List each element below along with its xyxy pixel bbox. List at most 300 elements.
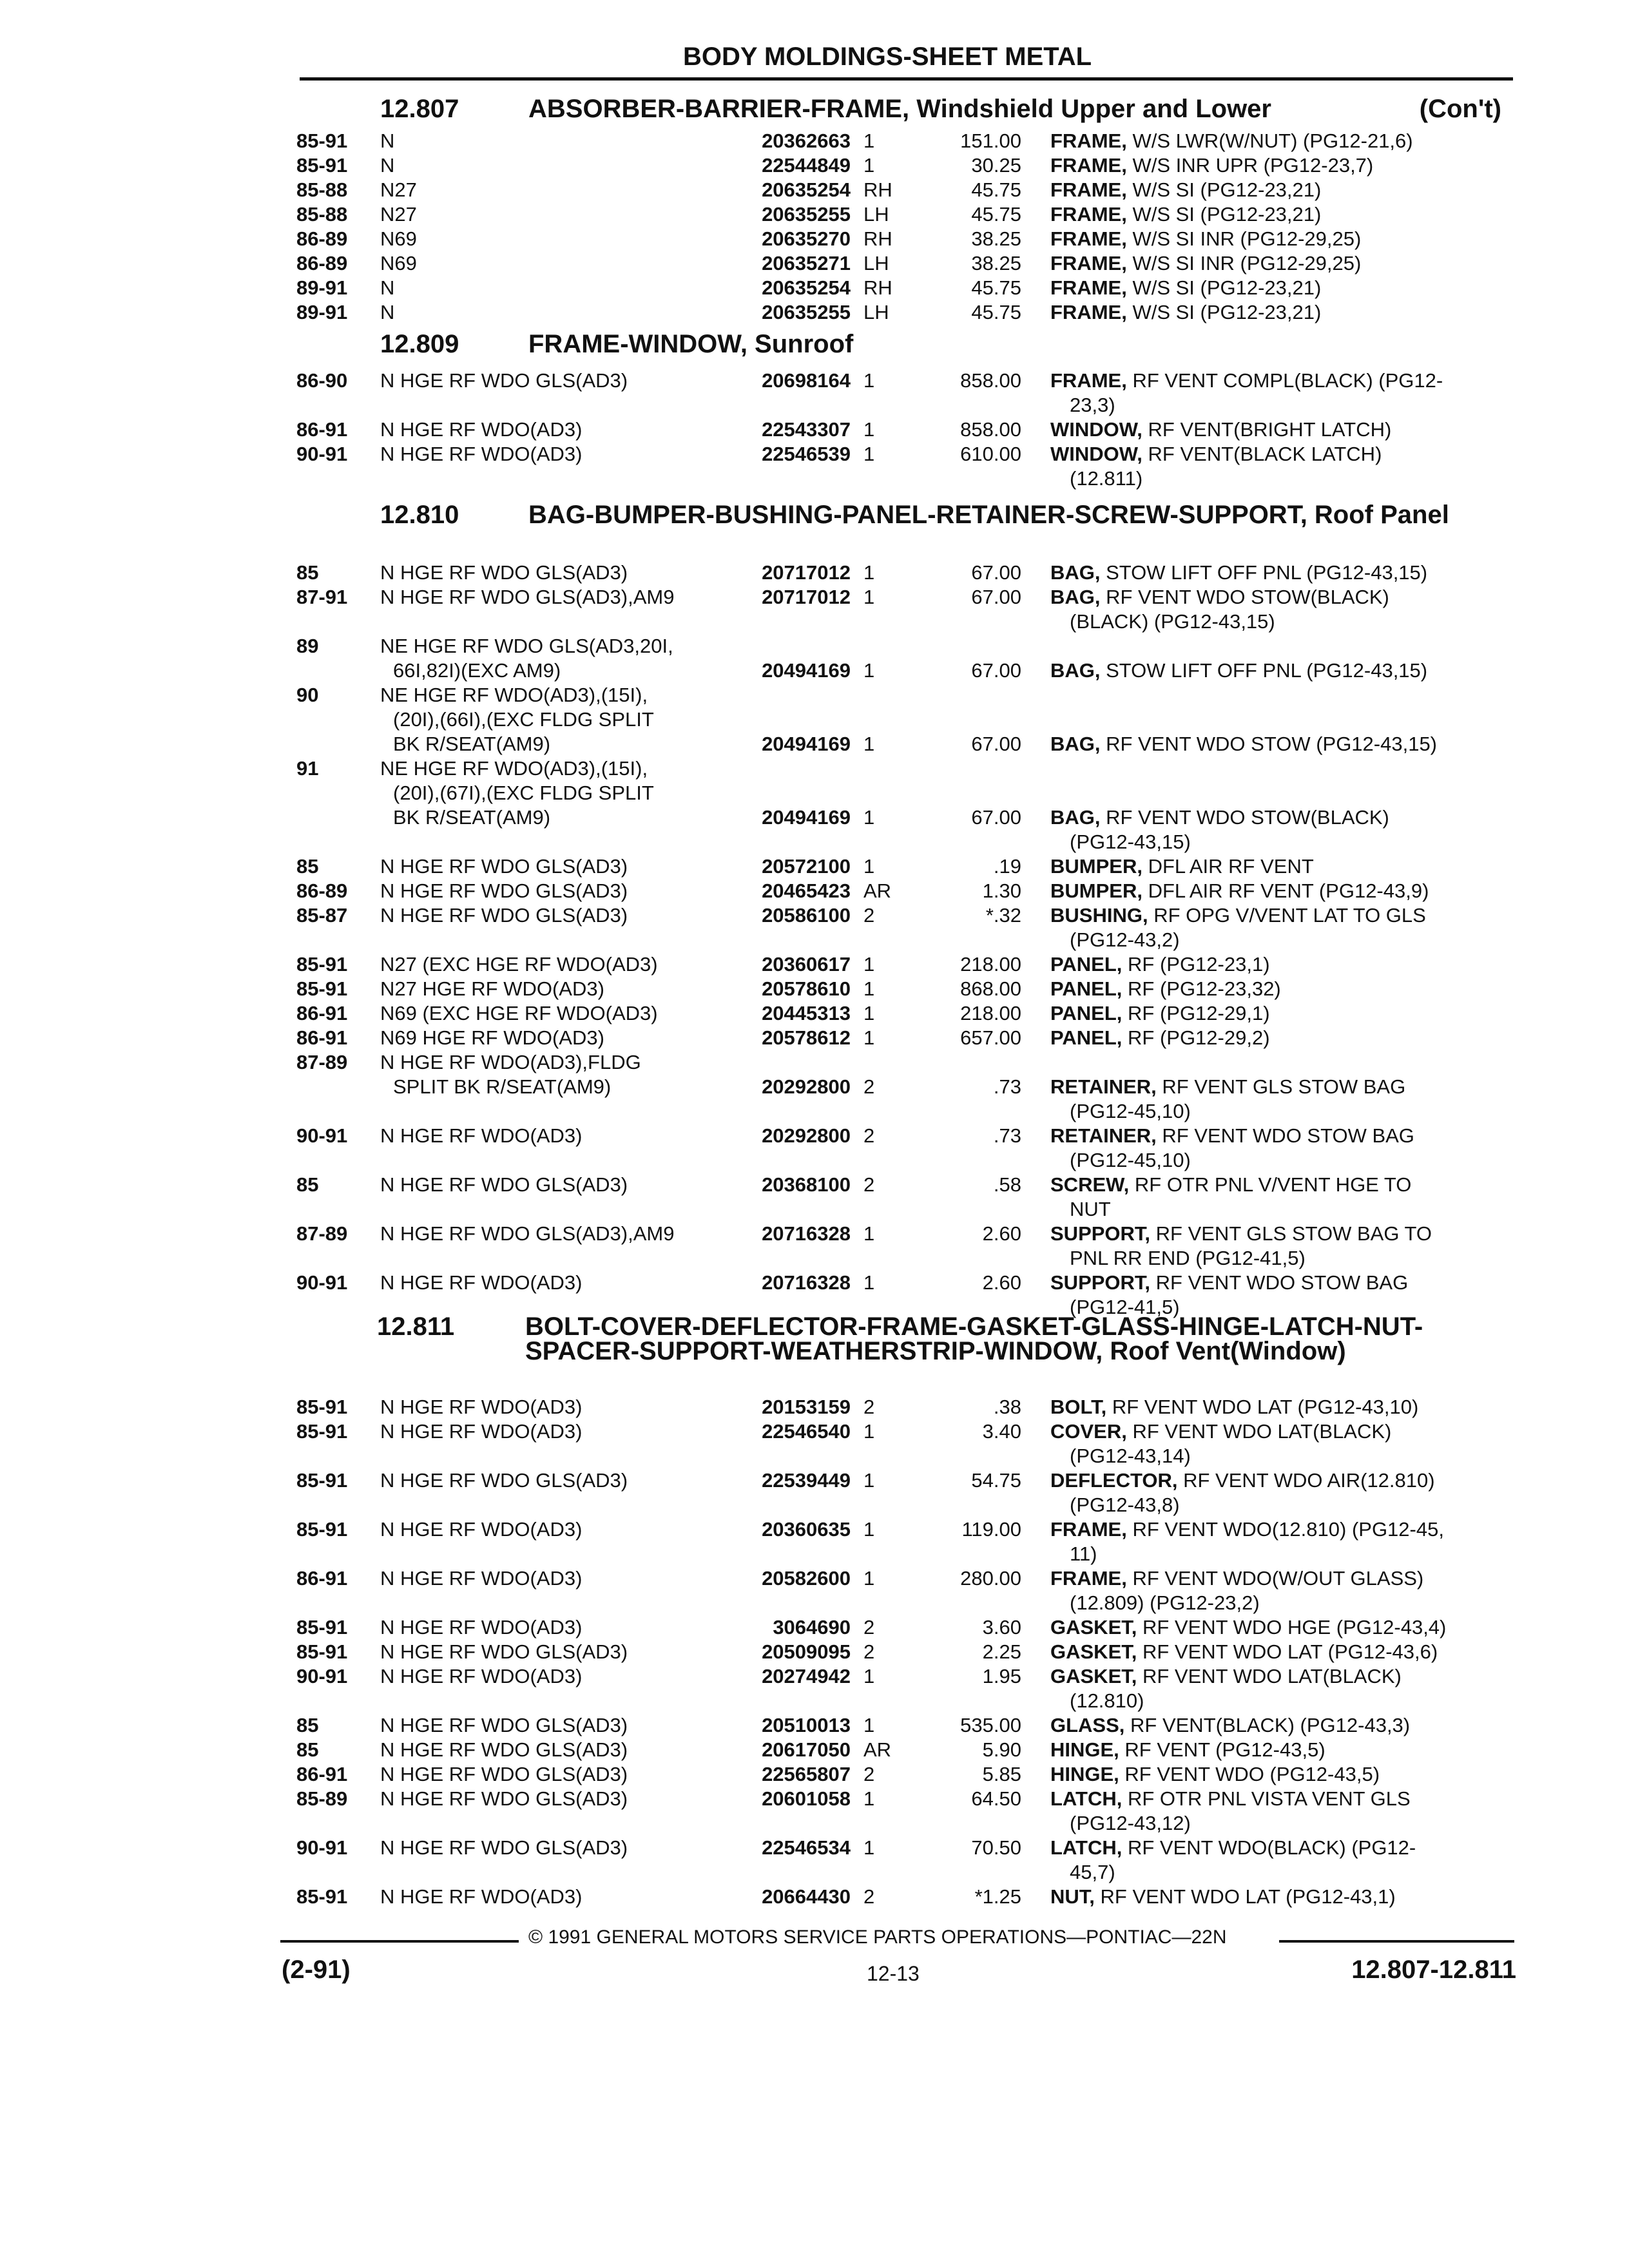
part-detail: W/S INR UPR (PG12-23,7) bbox=[1126, 154, 1374, 177]
part-detail: W/S SI (PG12-23,21) bbox=[1126, 203, 1322, 226]
application-description: N69 bbox=[380, 252, 417, 274]
application-description: N HGE RF WDO(AD3) bbox=[380, 418, 583, 441]
part-name bbox=[1050, 903, 1514, 928]
application-description: (20I),(67I),(EXC FLDG SPLIT bbox=[393, 782, 654, 804]
part-detail: RF VENT (PG12-43,5) bbox=[1119, 1738, 1325, 1761]
part-keyword: BUMPER, bbox=[1050, 855, 1142, 878]
application-description: N HGE RF WDO(AD3) bbox=[380, 1396, 583, 1418]
application-description: N HGE RF WDO(AD3) bbox=[380, 1616, 583, 1639]
model-years: 85-91 bbox=[296, 977, 348, 1000]
application-description: N HGE RF WDO(AD3) bbox=[380, 1124, 583, 1147]
part-detail: RF VENT WDO LAT(BLACK) bbox=[1126, 1420, 1392, 1443]
page-header: BODY MOLDINGS-SHEET METAL bbox=[683, 43, 1092, 71]
table-row bbox=[0, 854, 1629, 879]
part-name bbox=[1050, 585, 1514, 610]
application-description: N HGE RF WDO GLS(AD3) bbox=[380, 1469, 628, 1492]
part-number: 20601058 bbox=[762, 1787, 851, 1810]
table-row bbox=[0, 903, 1629, 952]
part-name bbox=[1050, 442, 1514, 466]
header-rule bbox=[300, 77, 1513, 81]
price: 5.85 bbox=[982, 1763, 1021, 1785]
part-detail: RF OPG V/VENT LAT TO GLS bbox=[1148, 904, 1426, 927]
part-keyword: LATCH, bbox=[1050, 1787, 1123, 1810]
application-description: N HGE RF WDO(AD3) bbox=[380, 1518, 583, 1541]
table-row bbox=[0, 153, 1629, 178]
model-years: 85 bbox=[296, 561, 319, 584]
part-keyword: SCREW, bbox=[1050, 1173, 1130, 1196]
price: 67.00 bbox=[971, 561, 1021, 584]
application-description: SPLIT BK R/SEAT(AM9) bbox=[393, 1075, 612, 1098]
price: 67.00 bbox=[971, 806, 1021, 829]
application-description: N HGE RF WDO GLS(AD3) bbox=[380, 1787, 628, 1810]
quantity: 2 bbox=[863, 1763, 875, 1785]
quantity: 2 bbox=[863, 1885, 875, 1908]
part-keyword: BUSHING, bbox=[1050, 904, 1148, 927]
quantity: 1 bbox=[863, 1420, 875, 1443]
model-years: 85-91 bbox=[296, 130, 348, 152]
part-number: 20578612 bbox=[762, 1026, 851, 1049]
part-number: 20635254 bbox=[762, 276, 851, 299]
quantity: LH bbox=[863, 301, 889, 323]
part-name bbox=[1050, 1026, 1514, 1050]
section-number: 12.810 bbox=[380, 501, 459, 529]
part-detail-continued: (12.811) bbox=[1070, 467, 1143, 490]
part-keyword: FRAME, bbox=[1050, 130, 1127, 152]
part-keyword: BAG, bbox=[1050, 733, 1101, 755]
part-number: 20578610 bbox=[762, 977, 851, 1000]
footer-page-number: 12-13 bbox=[867, 1962, 920, 1985]
application-description: N bbox=[380, 276, 395, 299]
table-row bbox=[0, 1173, 1629, 1222]
part-number: 22544849 bbox=[762, 154, 851, 177]
application-description: BK R/SEAT(AM9) bbox=[393, 806, 551, 829]
application-description: N HGE RF WDO GLS(AD3) bbox=[380, 369, 628, 392]
table-row bbox=[0, 227, 1629, 251]
section-header bbox=[380, 97, 1501, 121]
part-keyword: DEFLECTOR, bbox=[1050, 1469, 1178, 1492]
part-name bbox=[1050, 1173, 1514, 1197]
part-keyword: COVER, bbox=[1050, 1420, 1127, 1443]
model-years: 86-91 bbox=[296, 1026, 348, 1049]
application-description: N69 (EXC HGE RF WDO(AD3) bbox=[380, 1002, 658, 1024]
part-number: 22546539 bbox=[762, 443, 851, 465]
part-name bbox=[1050, 1885, 1514, 1909]
quantity: 2 bbox=[863, 1124, 875, 1147]
part-name bbox=[1050, 1124, 1514, 1148]
table-row bbox=[0, 1713, 1629, 1738]
application-description: N HGE RF WDO(AD3) bbox=[380, 1420, 583, 1443]
table-row bbox=[0, 1222, 1629, 1271]
part-detail: W/S SI (PG12-23,21) bbox=[1126, 276, 1322, 299]
price: 535.00 bbox=[960, 1714, 1021, 1736]
price: 1.30 bbox=[982, 879, 1021, 902]
table-row bbox=[0, 1001, 1629, 1026]
model-years: 85-88 bbox=[296, 178, 348, 201]
model-years: 89-91 bbox=[296, 301, 348, 323]
part-keyword: BAG, bbox=[1050, 561, 1101, 584]
price: 70.50 bbox=[971, 1836, 1021, 1859]
section-title: BAG-BUMPER-BUSHING-PANEL-RETAINER-SCREW-SUPPORT, Roof Panel bbox=[528, 501, 1449, 529]
application-description: N bbox=[380, 130, 395, 152]
part-detail-continued: (PG12-43,12) bbox=[1070, 1812, 1191, 1834]
table-row bbox=[0, 1124, 1629, 1173]
table-row bbox=[0, 561, 1629, 585]
price: .58 bbox=[993, 1173, 1021, 1196]
application-description: N27 bbox=[380, 203, 417, 226]
table-row bbox=[0, 202, 1629, 227]
part-detail: RF VENT WDO (PG12-43,5) bbox=[1119, 1763, 1380, 1785]
price: 151.00 bbox=[960, 130, 1021, 152]
part-number: 20362663 bbox=[762, 130, 851, 152]
table-row bbox=[0, 276, 1629, 300]
model-years: 90 bbox=[296, 684, 319, 706]
part-detail: RF VENT WDO(BLACK) (PG12- bbox=[1122, 1836, 1416, 1859]
quantity: LH bbox=[863, 203, 889, 226]
part-number: 20510013 bbox=[762, 1714, 851, 1736]
part-number: 20698164 bbox=[762, 369, 851, 392]
part-name bbox=[1050, 369, 1514, 393]
part-keyword: RETAINER, bbox=[1050, 1124, 1157, 1147]
part-number: 20368100 bbox=[762, 1173, 851, 1196]
quantity: 1 bbox=[863, 1518, 875, 1541]
model-years: 85 bbox=[296, 1173, 319, 1196]
quantity: 1 bbox=[863, 1002, 875, 1024]
part-keyword: PANEL, bbox=[1050, 1026, 1123, 1049]
table-row bbox=[0, 952, 1629, 977]
part-number: 20582600 bbox=[762, 1567, 851, 1590]
part-name bbox=[1050, 732, 1514, 756]
application-description: N HGE RF WDO GLS(AD3),AM9 bbox=[380, 1222, 675, 1245]
quantity: 1 bbox=[863, 443, 875, 465]
price: 858.00 bbox=[960, 369, 1021, 392]
part-keyword: SUPPORT, bbox=[1050, 1271, 1151, 1294]
table-row bbox=[0, 1419, 1629, 1468]
part-detail: RF VENT(BRIGHT LATCH) bbox=[1142, 418, 1392, 441]
part-detail: STOW LIFT OFF PNL (PG12-43,15) bbox=[1100, 561, 1428, 584]
part-name bbox=[1050, 1762, 1514, 1787]
part-number: 22539449 bbox=[762, 1469, 851, 1492]
model-years: 89-91 bbox=[296, 276, 348, 299]
price: 54.75 bbox=[971, 1469, 1021, 1492]
part-number: 20635254 bbox=[762, 178, 851, 201]
quantity: RH bbox=[863, 276, 892, 299]
part-name bbox=[1050, 854, 1514, 879]
quantity: 1 bbox=[863, 806, 875, 829]
table-row bbox=[0, 1640, 1629, 1664]
price: 657.00 bbox=[960, 1026, 1021, 1049]
application-description: N HGE RF WDO GLS(AD3) bbox=[380, 879, 628, 902]
part-detail-continued: 11) bbox=[1070, 1542, 1097, 1565]
part-keyword: PANEL, bbox=[1050, 1002, 1123, 1024]
part-name bbox=[1050, 1615, 1514, 1640]
part-detail: RF VENT COMPL(BLACK) (PG12- bbox=[1126, 369, 1443, 392]
model-years: 86-91 bbox=[296, 1567, 348, 1590]
part-name bbox=[1050, 658, 1514, 683]
part-detail: W/S SI (PG12-23,21) bbox=[1126, 301, 1322, 323]
part-name bbox=[1050, 178, 1514, 202]
quantity: 2 bbox=[863, 1075, 875, 1098]
part-detail: RF VENT GLS STOW BAG TO bbox=[1150, 1222, 1432, 1245]
price: 5.90 bbox=[982, 1738, 1021, 1761]
table-row bbox=[0, 1026, 1629, 1050]
price: .73 bbox=[993, 1124, 1021, 1147]
table-row bbox=[0, 1836, 1629, 1885]
part-name bbox=[1050, 1419, 1514, 1444]
part-number: 20635255 bbox=[762, 203, 851, 226]
quantity: 1 bbox=[863, 977, 875, 1000]
part-number: 3064690 bbox=[773, 1616, 851, 1639]
quantity: 2 bbox=[863, 904, 875, 927]
part-number: 20153159 bbox=[762, 1396, 851, 1418]
part-keyword: BAG, bbox=[1050, 586, 1101, 608]
part-detail-continued: NUT bbox=[1070, 1198, 1111, 1220]
section-continued: (Con't) bbox=[1419, 95, 1501, 123]
model-years: 85-91 bbox=[296, 1396, 348, 1418]
application-description: N HGE RF WDO(AD3) bbox=[380, 1665, 583, 1687]
part-name bbox=[1050, 1222, 1514, 1246]
section-title: ABSORBER-BARRIER-FRAME, Windshield Upper and Lower bbox=[528, 95, 1271, 123]
price: 1.95 bbox=[982, 1665, 1021, 1687]
table-row bbox=[0, 585, 1629, 634]
part-number: 20664430 bbox=[762, 1885, 851, 1908]
part-name bbox=[1050, 1787, 1514, 1811]
model-years: 86-91 bbox=[296, 1002, 348, 1024]
part-number: 20274942 bbox=[762, 1665, 851, 1687]
part-number: 20717012 bbox=[762, 561, 851, 584]
model-years: 90-91 bbox=[296, 1271, 348, 1294]
part-keyword: FRAME, bbox=[1050, 1518, 1127, 1541]
part-detail: W/S LWR(W/NUT) (PG12-21,6) bbox=[1126, 130, 1413, 152]
part-number: 20617050 bbox=[762, 1738, 851, 1761]
part-keyword: LATCH, bbox=[1050, 1836, 1123, 1859]
section-title: BOLT-COVER-DEFLECTOR-FRAME-GASKET-GLASS-HINGE-LATCH-NUT-SPACER-SUPPORT-WEATHERSTRIP-WINDOW, Roof Vent(Window) bbox=[525, 1312, 1423, 1365]
part-number: 20635270 bbox=[762, 227, 851, 250]
price: .19 bbox=[993, 855, 1021, 878]
application-description: N HGE RF WDO GLS(AD3) bbox=[380, 1173, 628, 1196]
model-years: 86-89 bbox=[296, 252, 348, 274]
application-description: N69 HGE RF WDO(AD3) bbox=[380, 1026, 604, 1049]
part-name bbox=[1050, 1836, 1514, 1860]
part-name bbox=[1050, 1395, 1514, 1419]
part-detail: RF VENT WDO LAT (PG12-43,6) bbox=[1137, 1640, 1438, 1663]
model-years: 85-88 bbox=[296, 203, 348, 226]
part-number: 20465423 bbox=[762, 879, 851, 902]
part-keyword: RETAINER, bbox=[1050, 1075, 1157, 1098]
table-row bbox=[0, 369, 1629, 418]
part-name bbox=[1050, 276, 1514, 300]
application-description: N HGE RF WDO GLS(AD3) bbox=[380, 561, 628, 584]
part-detail: RF VENT WDO(12.810) (PG12-45, bbox=[1126, 1518, 1444, 1541]
part-keyword: PANEL, bbox=[1050, 977, 1123, 1000]
part-name bbox=[1050, 251, 1514, 276]
part-number: 22546540 bbox=[762, 1420, 851, 1443]
part-number: 20292800 bbox=[762, 1075, 851, 1098]
application-description: N HGE RF WDO GLS(AD3),AM9 bbox=[380, 586, 675, 608]
part-number: 20716328 bbox=[762, 1271, 851, 1294]
quantity: 1 bbox=[863, 154, 875, 177]
part-name bbox=[1050, 1738, 1514, 1762]
price: 218.00 bbox=[960, 1002, 1021, 1024]
price: 280.00 bbox=[960, 1567, 1021, 1590]
part-number: 22546534 bbox=[762, 1836, 851, 1859]
section-number: 12.809 bbox=[380, 330, 459, 358]
part-detail: RF VENT WDO STOW (PG12-43,15) bbox=[1100, 733, 1438, 755]
part-name bbox=[1050, 1075, 1514, 1099]
part-detail: RF (PG12-23,32) bbox=[1122, 977, 1281, 1000]
application-description: 66I,82I)(EXC AM9) bbox=[393, 659, 561, 682]
part-keyword: WINDOW, bbox=[1050, 443, 1142, 465]
price: 67.00 bbox=[971, 586, 1021, 608]
part-detail-continued: (12.810) bbox=[1070, 1689, 1144, 1712]
application-description: N HGE RF WDO(AD3) bbox=[380, 1567, 583, 1590]
application-description: N HGE RF WDO(AD3) bbox=[380, 1271, 583, 1294]
part-detail: W/S SI (PG12-23,21) bbox=[1126, 178, 1322, 201]
application-description: N HGE RF WDO GLS(AD3) bbox=[380, 1836, 628, 1859]
table-row bbox=[0, 418, 1629, 442]
price: 2.60 bbox=[982, 1222, 1021, 1245]
part-number: 20360617 bbox=[762, 953, 851, 975]
application-description: NE HGE RF WDO GLS(AD3,20I, bbox=[380, 635, 673, 657]
part-keyword: BOLT, bbox=[1050, 1396, 1107, 1418]
part-name bbox=[1050, 227, 1514, 251]
application-description: N HGE RF WDO(AD3),FLDG bbox=[380, 1051, 641, 1073]
table-row bbox=[0, 1885, 1629, 1909]
model-years: 85-91 bbox=[296, 1640, 348, 1663]
part-keyword: HINGE, bbox=[1050, 1738, 1119, 1761]
part-number: 20716328 bbox=[762, 1222, 851, 1245]
part-name bbox=[1050, 1517, 1514, 1542]
part-detail: W/S SI INR (PG12-29,25) bbox=[1126, 227, 1362, 250]
application-description: N HGE RF WDO GLS(AD3) bbox=[380, 1714, 628, 1736]
part-name bbox=[1050, 1566, 1514, 1591]
table-row bbox=[0, 1517, 1629, 1566]
part-detail: RF VENT(BLACK) (PG12-43,3) bbox=[1124, 1714, 1411, 1736]
model-years: 90-91 bbox=[296, 1665, 348, 1687]
part-detail: RF VENT WDO STOW(BLACK) bbox=[1100, 586, 1389, 608]
table-row bbox=[0, 1050, 1629, 1124]
quantity: 1 bbox=[863, 953, 875, 975]
application-description: N HGE RF WDO GLS(AD3) bbox=[380, 1738, 628, 1761]
model-years: 85-91 bbox=[296, 1518, 348, 1541]
price: 610.00 bbox=[960, 443, 1021, 465]
application-description: NE HGE RF WDO(AD3),(15I), bbox=[380, 757, 648, 780]
part-detail-continued: (PG12-43,14) bbox=[1070, 1445, 1191, 1467]
part-keyword: HINGE, bbox=[1050, 1763, 1119, 1785]
table-row bbox=[0, 1738, 1629, 1762]
part-detail: RF VENT WDO STOW BAG bbox=[1150, 1271, 1409, 1294]
table-row bbox=[0, 178, 1629, 202]
model-years: 86-91 bbox=[296, 418, 348, 441]
quantity: 1 bbox=[863, 1271, 875, 1294]
application-description: NE HGE RF WDO(AD3),(15I), bbox=[380, 684, 648, 706]
part-detail: STOW LIFT OFF PNL (PG12-43,15) bbox=[1100, 659, 1428, 682]
quantity: 1 bbox=[863, 1567, 875, 1590]
model-years: 85-91 bbox=[296, 1885, 348, 1908]
model-years: 85 bbox=[296, 1714, 319, 1736]
model-years: 86-89 bbox=[296, 227, 348, 250]
part-name bbox=[1050, 418, 1514, 442]
part-detail: RF VENT WDO LAT (PG12-43,1) bbox=[1094, 1885, 1396, 1908]
footer-rule-right bbox=[1279, 1940, 1514, 1943]
part-detail: RF VENT WDO(W/OUT GLASS) bbox=[1126, 1567, 1424, 1590]
price: 3.60 bbox=[982, 1616, 1021, 1639]
table-row bbox=[0, 683, 1629, 756]
part-detail-continued: (PG12-45,10) bbox=[1070, 1100, 1191, 1122]
quantity: 1 bbox=[863, 369, 875, 392]
model-years: 89 bbox=[296, 635, 319, 657]
part-keyword: GASKET, bbox=[1050, 1665, 1137, 1687]
quantity: 1 bbox=[863, 418, 875, 441]
quantity: 2 bbox=[863, 1616, 875, 1639]
model-years: 85 bbox=[296, 1738, 319, 1761]
application-description: N27 (EXC HGE RF WDO(AD3) bbox=[380, 953, 658, 975]
part-detail-continued: (PG12-43,8) bbox=[1070, 1494, 1180, 1516]
price: 67.00 bbox=[971, 733, 1021, 755]
price: .38 bbox=[993, 1396, 1021, 1418]
price: *1.25 bbox=[974, 1885, 1021, 1908]
part-detail-continued: 45,7) bbox=[1070, 1861, 1115, 1883]
model-years: 85-91 bbox=[296, 1469, 348, 1492]
price: 2.60 bbox=[982, 1271, 1021, 1294]
quantity: 2 bbox=[863, 1396, 875, 1418]
table-row bbox=[0, 300, 1629, 325]
application-description: N27 bbox=[380, 178, 417, 201]
part-number: 22543307 bbox=[762, 418, 851, 441]
table-row bbox=[0, 1787, 1629, 1836]
model-years: 87-89 bbox=[296, 1222, 348, 1245]
model-years: 91 bbox=[296, 757, 319, 780]
part-detail: DFL AIR RF VENT bbox=[1142, 855, 1314, 878]
application-description: N27 HGE RF WDO(AD3) bbox=[380, 977, 604, 1000]
part-detail: RF VENT WDO AIR(12.810) bbox=[1177, 1469, 1435, 1492]
part-number: 20494169 bbox=[762, 659, 851, 682]
price: 858.00 bbox=[960, 418, 1021, 441]
section-number: 12.811 bbox=[377, 1312, 455, 1341]
part-detail-continued: (BLACK) (PG12-43,15) bbox=[1070, 610, 1275, 633]
part-keyword: PANEL, bbox=[1050, 953, 1123, 975]
model-years: 90-91 bbox=[296, 1124, 348, 1147]
quantity: 1 bbox=[863, 1469, 875, 1492]
part-detail: DFL AIR RF VENT (PG12-43,9) bbox=[1142, 879, 1429, 902]
part-number: 20494169 bbox=[762, 733, 851, 755]
part-name bbox=[1050, 561, 1514, 585]
application-description: N69 bbox=[380, 227, 417, 250]
part-keyword: FRAME, bbox=[1050, 276, 1127, 299]
part-number: 20635255 bbox=[762, 301, 851, 323]
part-detail: RF OTR PNL V/VENT HGE TO bbox=[1129, 1173, 1412, 1196]
quantity: 1 bbox=[863, 1836, 875, 1859]
part-detail-continued: (PG12-43,2) bbox=[1070, 928, 1180, 951]
model-years: 90-91 bbox=[296, 1836, 348, 1859]
price: 218.00 bbox=[960, 953, 1021, 975]
footer-rule-left bbox=[280, 1940, 519, 1943]
quantity: 1 bbox=[863, 1787, 875, 1810]
part-keyword: BAG, bbox=[1050, 806, 1101, 829]
model-years: 86-90 bbox=[296, 369, 348, 392]
table-row bbox=[0, 129, 1629, 153]
part-number: 20635271 bbox=[762, 252, 851, 274]
part-detail: RF VENT WDO HGE (PG12-43,4) bbox=[1137, 1616, 1447, 1639]
part-name bbox=[1050, 300, 1514, 325]
application-description: N HGE RF WDO(AD3) bbox=[380, 1885, 583, 1908]
part-number: 20572100 bbox=[762, 855, 851, 878]
model-years: 90-91 bbox=[296, 443, 348, 465]
table-row bbox=[0, 634, 1629, 683]
part-detail: RF VENT(BLACK LATCH) bbox=[1142, 443, 1382, 465]
quantity: AR bbox=[863, 1738, 892, 1761]
quantity: 1 bbox=[863, 733, 875, 755]
part-detail: RF (PG12-29,1) bbox=[1122, 1002, 1270, 1024]
